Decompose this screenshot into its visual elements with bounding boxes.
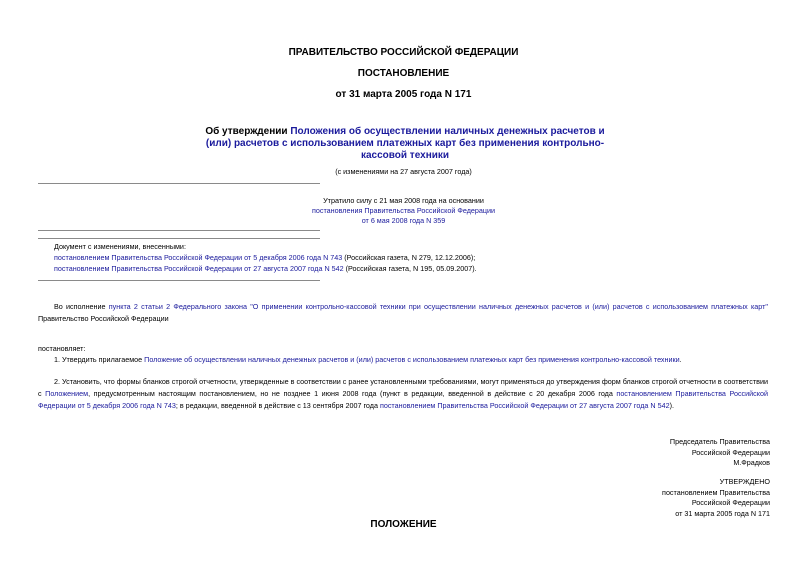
decrees-label: постановляет:	[38, 344, 86, 353]
section-title: ПОЛОЖЕНИЕ	[370, 519, 437, 530]
signature-country: Российской Федерации	[691, 447, 770, 457]
amendments-intro: Документ с изменениями, внесенными:	[54, 242, 186, 251]
government-heading: ПРАВИТЕЛЬСТВО РОССИЙСКОЙ ФЕДЕРАЦИИ	[288, 47, 519, 58]
preamble-paragraph	[38, 301, 768, 325]
amendment-link-542[interactable]: постановлением Правительства Российской Федерации от 27 августа 2007 года N 542	[379, 401, 670, 410]
approval-block	[662, 477, 770, 519]
item1-prefix: 1. Утвердить прилагаемое	[54, 355, 145, 364]
preamble-prefix: Во исполнение	[54, 302, 109, 311]
document-title	[200, 126, 610, 162]
divider	[38, 238, 320, 239]
amendment-link-743[interactable]: постановлением Правительства Российской Федерации от 5 декабря 2006 года N 743	[38, 389, 769, 410]
signature-title: Председатель Правительства	[669, 437, 770, 446]
signature-name: М.Фрадков	[733, 458, 770, 467]
item1-suffix: .	[679, 355, 682, 364]
expired-notice: Утратило силу с 21 мая 2008 года на основании	[323, 196, 484, 205]
title-prefix: Об утверждении	[205, 126, 291, 137]
approval-date: от 31 марта 2005 года N 171	[675, 508, 770, 518]
divider	[38, 280, 320, 281]
approval-label: УТВЕРЖДЕНО	[719, 477, 770, 486]
item2-text: ).	[669, 401, 674, 410]
approval-line: постановлением Правительства	[662, 487, 770, 497]
decree-item-2	[38, 376, 768, 412]
federal-law-link[interactable]: пункта 2 статьи 2 Федерального закона "О применении контрольно-кассовой техники при осуществлении наличных денежных расчетов и (или) расчетов с использованием платежных карт"	[108, 302, 768, 311]
amendment-source: (Российская газета, N 195, 05.09.2007).	[343, 264, 477, 273]
item2-text: , предусмотренным настоящим постановлением, но не позднее 1 июня 2008 года (пункт в редакции, введенной в действие с 20 декабря 2006 года	[88, 389, 617, 398]
regulation-link[interactable]: Положение об осуществлении наличных денежных расчетов и (или) расчетов с использованием платежных карт без применения контрольно-кассовой техники	[144, 355, 680, 364]
approval-line: Российской Федерации	[691, 498, 770, 507]
amendment-item	[54, 264, 477, 274]
divider	[38, 183, 320, 184]
item2-text: ; в редакции, введенной в действие с 13 сентября 2007 года	[175, 401, 380, 410]
amendment-link-542[interactable]: постановлением Правительства Российской Федерации от 27 августа 2007 года N 542	[54, 264, 344, 273]
expired-decree-link-date[interactable]: от 6 мая 2008 года N 359	[361, 216, 446, 225]
divider	[38, 230, 320, 231]
amendment-link-743[interactable]: постановлением Правительства Российской Федерации от 5 декабря 2006 года N 743	[54, 253, 343, 262]
preamble-suffix: Правительство Российской Федерации	[38, 314, 169, 323]
document-date-number: от 31 марта 2005 года N 171	[335, 89, 472, 100]
revision-note: (с изменениями на 27 августа 2007 года)	[335, 167, 472, 176]
title-regulation-link[interactable]: Положения об осуществлении наличных денежных расчетов и (или) расчетов с использованием платежных карт без применения контрольно-кассовой техники	[205, 126, 605, 161]
document-type-heading: ПОСТАНОВЛЕНИЕ	[357, 68, 450, 79]
expired-decree-link[interactable]: постановления Правительства Российской Федерации	[311, 206, 496, 215]
amendment-item	[54, 253, 475, 263]
amendment-source: (Российская газета, N 279, 12.12.2006);	[342, 253, 476, 262]
signature-block	[670, 437, 770, 469]
decree-item-1	[54, 355, 682, 365]
regulation-link[interactable]: Положением	[45, 389, 89, 398]
item2-text: 2. Установить, что формы бланков строгой отчетности, утвержденные в соответствии с ранее установленными требованиями, могут применяться до утверждения форм бланков строгой отчетности в соответствии с	[38, 377, 768, 398]
